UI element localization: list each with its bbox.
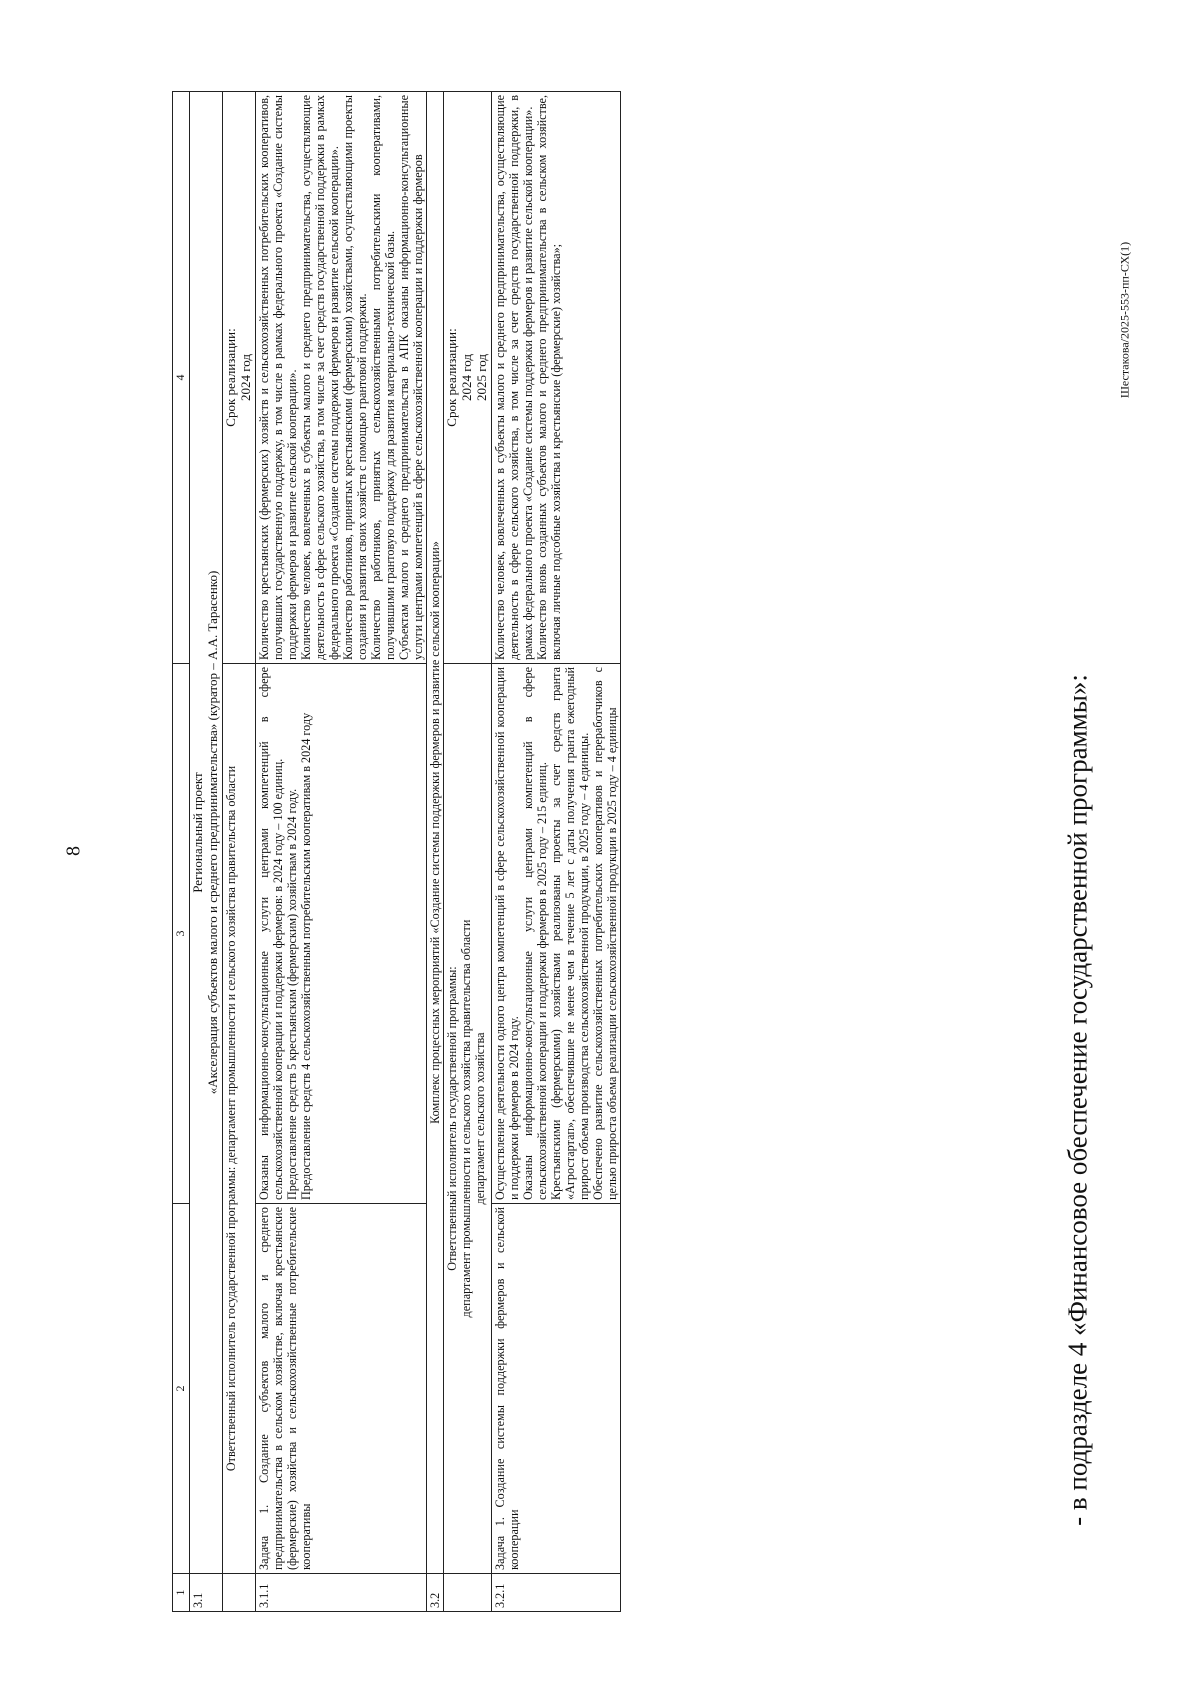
result-item: Оказаны информационно-консультационные услуги центрами компетенций в сфере сельскохозяйственной кооперации и поддержки фермеров: в 2024 году – 100 единиц. xyxy=(256,667,285,1200)
section-31-title-row xyxy=(189,92,222,1612)
column-number: 3 xyxy=(173,664,190,1204)
indicator-item: Количество человек, вовлеченных в субъекты малого и среднего предпринимательства, осуществляющие деятельность в сфере сельского хозяйства, в том числе за счет средств государственной поддержки в рамках федерального проекта «Создание системы поддержки фермеров и развитие сельской кооперации». xyxy=(298,95,341,660)
document-code: Шестакова/2025-553-пп-СХ(1) xyxy=(1117,241,1132,399)
indicator-item: Субъектам малого и среднего предпринимательства в АПК оказаны информационно-консультационные услуги центрами компетенций в сфере сельскохозяйственной кооперации и поддержки фермеров xyxy=(396,95,425,660)
executor-label: Ответственный исполнитель государственной программы: xyxy=(444,966,459,1271)
indicator-item: Количество вновь созданных субъектов малого и среднего предпринимательства в сельском хозяйстве, включая личные подсобные хозяйства и крестьянские (фермерские) хозяйства»; xyxy=(534,95,563,660)
implementation-term xyxy=(443,92,491,664)
term-year: 2024 год xyxy=(458,354,474,401)
row-321 xyxy=(491,92,620,1612)
project-type: Региональный проект xyxy=(189,772,205,893)
indicator-item: Количество работников, принятых сельскохозяйственными потребительскими кооперативами, получившими грантовую поддержку для развития материально-технической базы. xyxy=(368,95,397,660)
column-number-row xyxy=(173,92,190,1612)
project-name: «Акселерация субъектов малого и среднего предпринимательства» (куратор – А.А. Тарасенко) xyxy=(204,570,220,1095)
page-number: 8 xyxy=(62,846,85,856)
responsible-executor xyxy=(443,664,491,1574)
result-item: Крестьянскими (фермерскими) хозяйствами реализованы проекты за счет средств гранта «Агростартап», обеспечившие не менее чем в течение 5 лет с даты получения гранта ежегодный прирост объема производства сельскохозяйственной продукции, в 2025 году – 4 единицы. xyxy=(548,667,591,1200)
row-number: 3.1 xyxy=(189,1574,222,1612)
row-number: 3.2.1 xyxy=(491,1574,620,1612)
executor-name: департамент промышленности и сельского хозяйства правительства области xyxy=(458,919,473,1318)
term-label: Срок реализации: xyxy=(443,328,459,427)
process-complex-title: Комплекс процессных мероприятий «Создание системы поддержки фермеров и развитие сельской кооперации» xyxy=(426,92,443,1574)
term-year: 2025 год xyxy=(473,354,489,401)
empty-cell xyxy=(222,1574,255,1612)
implementation-term xyxy=(222,92,255,664)
responsible-executor: Ответственный исполнитель государственной программы: департамент промышленности и сельского хозяйства правительства области xyxy=(222,664,255,1574)
result-item: Осуществление деятельности одного центра компетенций в сфере сельскохозяйственной кооперации и поддержки фермеров в 2024 году. xyxy=(492,667,521,1200)
column-number: 2 xyxy=(173,1204,190,1574)
results-cell xyxy=(491,664,620,1204)
result-item: Предоставление средств 4 сельскохозяйственным потребительским кооперативам в 2024 году xyxy=(298,712,313,1200)
results-cell xyxy=(255,664,426,1204)
indicator-item: Количество работников, принятых крестьянскими (фермерскими) хозяйствами, осуществляющими проекты создания и развития своих хозяйств с помощью грантовой поддержки. xyxy=(340,95,369,660)
task-cell: Задача 1. Создание системы поддержки фермеров и сельской кооперации xyxy=(491,1204,620,1574)
rotated-table-wrapper xyxy=(172,92,1060,1612)
row-311 xyxy=(255,92,426,1612)
row-number: 3.2 xyxy=(426,1574,443,1612)
indicator-item: Количество крестьянских (фермерских) хозяйств и сельскохозяйственных потребительских кооперативов, получивших государственную поддержку, в том числе в рамках федерального проекта «Создание системы поддержки фермеров и развитие сельской кооперации». xyxy=(256,95,299,660)
section-31-executor-row xyxy=(222,92,255,1612)
column-number: 4 xyxy=(173,92,190,664)
task-cell: Задача 1. Создание субъектов малого и среднего предпринимательства в сельском хозяйстве, включая крестьянские (фермерские) хозяйства и сельскохозяйственные потребительские кооперативы xyxy=(255,1204,426,1574)
indicator-item: Количество человек, вовлеченных в субъекты малого и среднего предпринимательства, осуществляющие деятельность в сфере сельского хозяйства, в том числе за счет средств государственной поддержки, в рамках федерального проекта «Создание системы поддержки фермеров и развитие сельской кооперации». xyxy=(492,95,535,660)
empty-cell xyxy=(443,1574,491,1612)
program-table xyxy=(172,91,621,1612)
result-item: Предоставление средств 5 крестьянским (фермерским) хозяйствам в 2024 году. xyxy=(284,788,299,1200)
regional-project-title xyxy=(189,92,222,1574)
column-number: 1 xyxy=(173,1574,190,1612)
result-item: Оказаны информационно-консультационные услуги центрами компетенций в сфере сельскохозяйственной кооперации и поддержки фермеров в 2025 году – 215 единиц. xyxy=(520,667,549,1200)
term-label: Срок реализации: xyxy=(222,328,238,427)
indicators-cell xyxy=(255,92,426,664)
co-executor-name: департамент сельского хозяйства xyxy=(473,1032,488,1205)
term-year: 2024 год xyxy=(237,354,253,401)
row-number: 3.1.1 xyxy=(255,1574,426,1612)
section-heading: - в подразделе 4 «Финансовое обеспечение государственной программы»: xyxy=(1062,674,1093,1526)
result-item: Обеспечено развитие сельскохозяйственных потребительских кооперативов и переработчиков с целью прироста объема реализации сельскохозяйственной продукции в 2025 году – 4 единицы xyxy=(590,667,620,1200)
indicators-cell xyxy=(491,92,620,664)
section-32-title-row xyxy=(426,92,443,1612)
section-32-executor-row xyxy=(443,92,491,1612)
